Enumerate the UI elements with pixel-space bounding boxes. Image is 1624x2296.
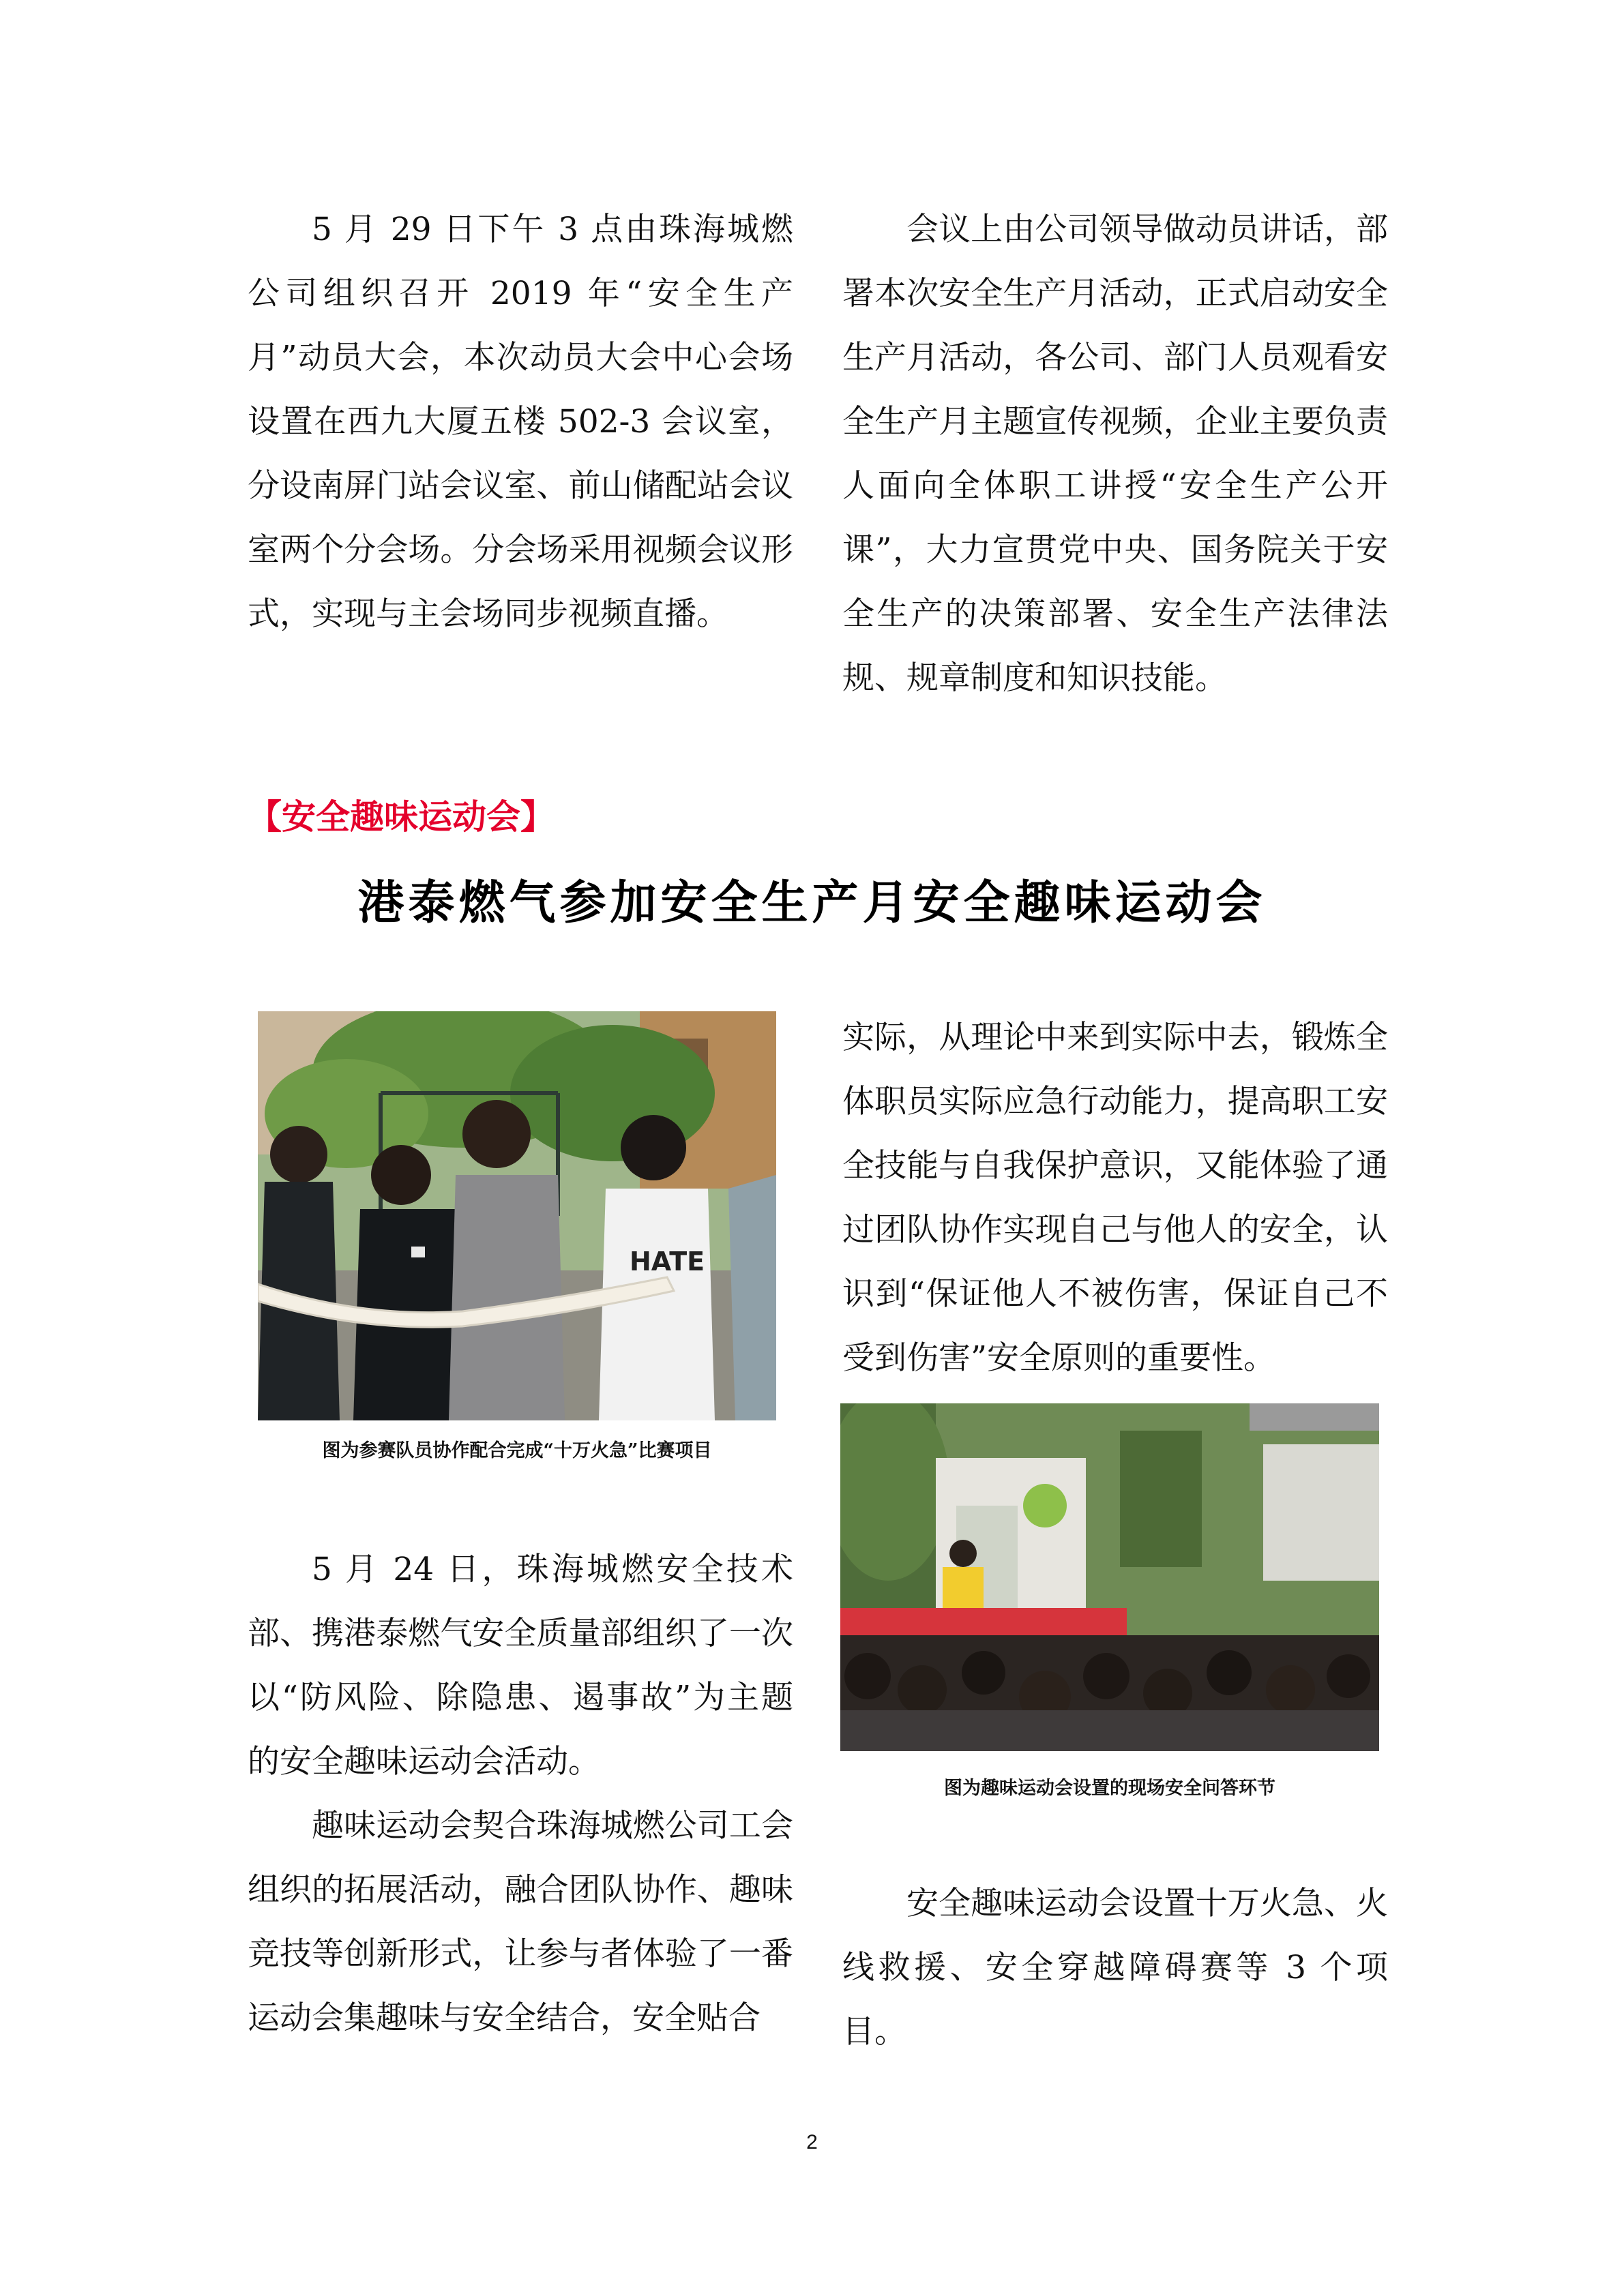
- event-paragraph-1: 5 月 24 日，珠海城燃安全技术部、携港泰燃气安全质量部组织了一次以“防风险、除隐患、遏事故”为主题的安全趣味运动会活动。: [248, 1551, 793, 1780]
- event-items-paragraph: 安全趣味运动会设置十万火急、火线救援、安全穿越障碍赛等 3 个项目。: [842, 1885, 1388, 2051]
- photo1-caption: 图为参赛队员协作配合完成“十万火急”比赛项目: [322, 1440, 712, 1461]
- page-number: 2: [806, 2131, 818, 2153]
- bottom-right-column: [842, 1872, 1388, 2064]
- continuation-paragraph: 实际，从理论中来到实际中去，锻炼全体职员实际应急行动能力，提高职工安全技能与自我保护意识，又能体验了通过团队协作实现自己与他人的安全，认识到“保证他人不被伤害，保证自己不受到伤害”安全原则的重要性。: [842, 1019, 1388, 1377]
- quiz-session-photo: [840, 1403, 1379, 1751]
- event-paragraph-2: 趣味运动会契合珠海城燃公司工会组织的拓展活动，融合团队协作、趣味竞技等创新形式，让参与者体验了一番运动会集趣味与安全结合，安全贴合: [248, 1807, 793, 2037]
- team-hose-photo: [258, 1011, 776, 1420]
- shirt-print: HATE: [630, 1247, 705, 1277]
- photo2-caption: 图为趣味运动会设置的现场安全问答环节: [944, 1778, 1275, 1799]
- article-headline: 港泰燃气参加安全生产月安全趣味运动会: [357, 876, 1267, 930]
- mid-right-column: [842, 1006, 1388, 1390]
- intro-paragraph-right: 会议上由公司领导做动员讲话，部署本次安全生产月活动，正式启动安全生产月活动，各公司、部门人员观看安全生产月主题宣传视频，企业主要负责人面向全体职工讲授“安全生产公开课”，大力宣贯党中央、国务院关于安全生产的决策部署、安全生产法律法规、规章制度和知识技能。: [842, 211, 1388, 697]
- intro-right-column: [842, 198, 1388, 711]
- intro-paragraph-left: 5 月 29 日下午 3 点由珠海城燃公司组织召开 2019 年“安全生产月”动员大会，本次动员大会中心会场设置在西九大厦五楼 502-3 会议室，分设南屏门站会议室、前山储配站会议室两个分会场。分会场采用视频会议形式，实现与主会场同步视频直播。: [248, 211, 793, 633]
- bottom-left-column: [248, 1538, 793, 2051]
- intro-left-column: [248, 198, 793, 646]
- section-tag: 【安全趣味运动会】: [248, 797, 555, 837]
